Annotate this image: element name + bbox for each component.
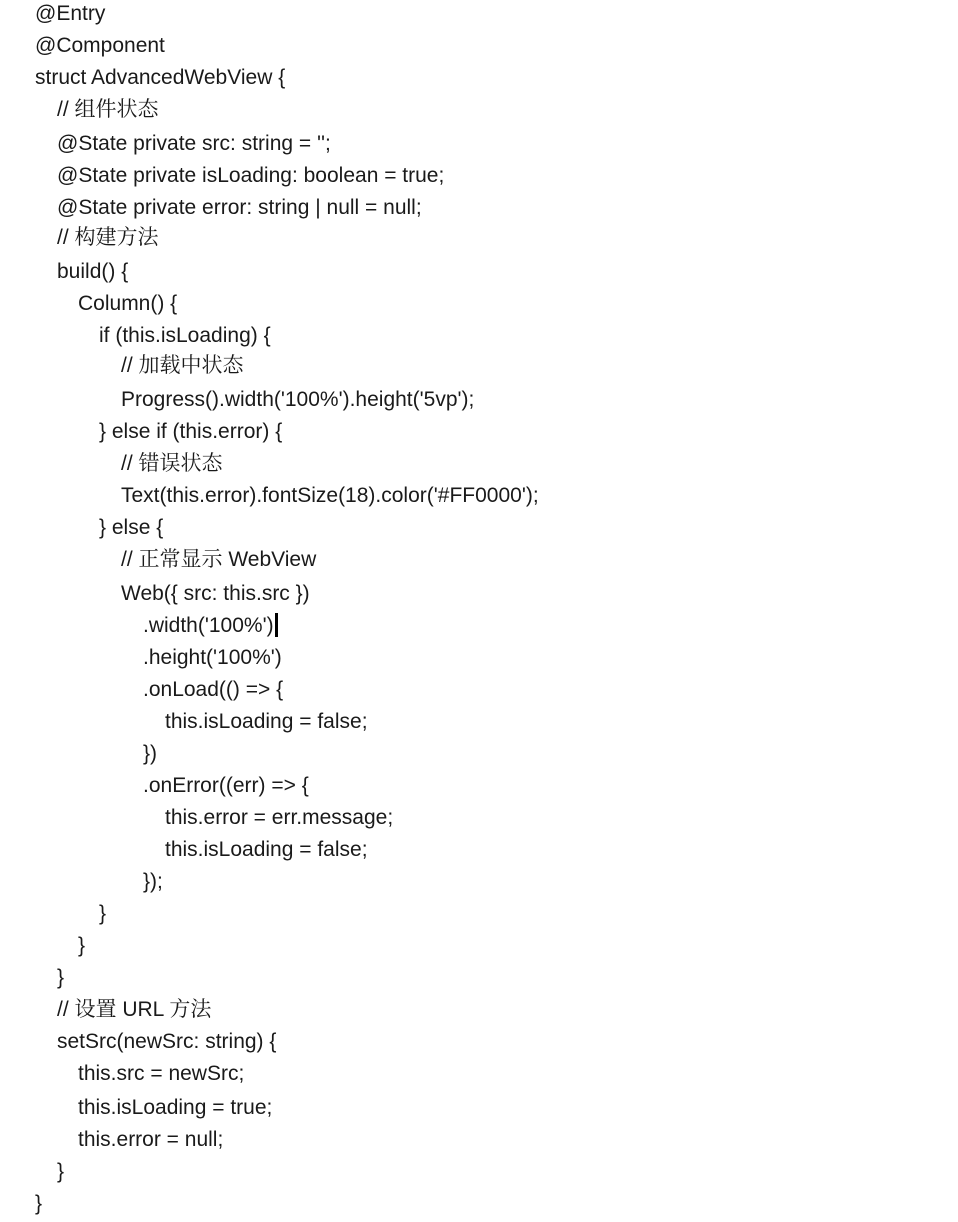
code-line: }: [35, 1192, 43, 1215]
code-line: @Entry: [35, 2, 106, 25]
code-line: this.isLoading = false;: [165, 710, 368, 733]
code-line: }: [99, 902, 107, 925]
code-line: .onError((err) => {: [143, 774, 309, 797]
code-line: @State private src: string = '';: [57, 132, 331, 155]
code-line: setSrc(newSrc: string) {: [57, 1030, 277, 1053]
code-line: } else if (this.error) {: [99, 420, 283, 443]
code-line: if (this.isLoading) {: [99, 324, 271, 347]
code-line-text: .width('100%'): [143, 614, 274, 637]
code-comment: // 组件状态: [57, 98, 159, 121]
code-line: build() {: [57, 260, 129, 283]
code-comment: // 正常显示 WebView: [121, 548, 317, 571]
code-line: [143, 610, 278, 642]
code-line: this.isLoading = false;: [165, 838, 368, 861]
code-line: }: [78, 934, 86, 957]
code-line: .height('100%'): [143, 646, 282, 669]
code-comment: // 错误状态: [121, 452, 223, 475]
code-line: Web({ src: this.src }): [121, 582, 310, 605]
code-line: this.error = null;: [78, 1128, 224, 1151]
code-line: struct AdvancedWebView {: [35, 66, 286, 89]
code-comment: // 设置 URL 方法: [57, 998, 212, 1021]
code-line: @State private isLoading: boolean = true;: [57, 164, 445, 187]
code-line: @State private error: string | null = null;: [57, 196, 422, 219]
code-comment: // 构建方法: [57, 226, 159, 249]
code-line: Column() {: [78, 292, 178, 315]
code-line: Progress().width('100%').height('5vp');: [121, 388, 475, 411]
text-cursor: [275, 613, 278, 637]
code-line: }: [57, 966, 65, 989]
code-line: .onLoad(() => {: [143, 678, 284, 701]
code-line: this.src = newSrc;: [78, 1062, 245, 1085]
code-line: }: [57, 1160, 65, 1183]
code-line: @Component: [35, 34, 165, 57]
code-line: }): [143, 742, 158, 765]
code-line: this.error = err.message;: [165, 806, 394, 829]
code-comment: // 加载中状态: [121, 354, 244, 377]
code-line: } else {: [99, 516, 164, 539]
code-line: Text(this.error).fontSize(18).color('#FF0000');: [121, 484, 539, 507]
code-line: });: [143, 870, 163, 893]
code-line: this.isLoading = true;: [78, 1096, 273, 1119]
